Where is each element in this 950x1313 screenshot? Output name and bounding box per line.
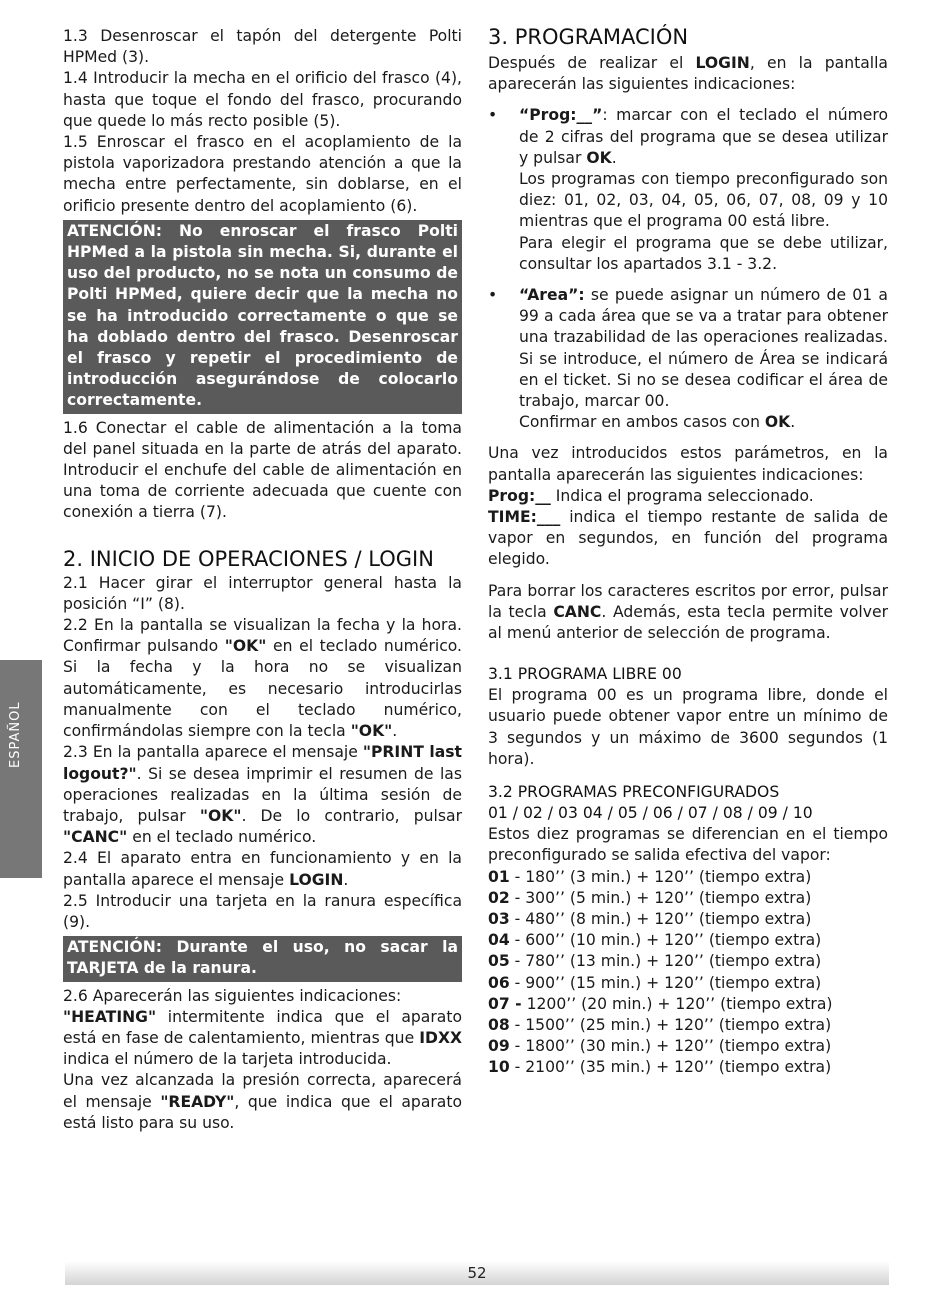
program-number: 10 <box>488 1058 510 1077</box>
program-number: 08 <box>488 1015 510 1034</box>
right-column <box>488 26 888 1079</box>
program-duration: - 900’’ (15 min.) + 120’’ (tiempo extra) <box>509 973 822 992</box>
canc-description: Para borrar los caracteres escritos por error, pulsar la tecla CANC. Además, esta tecla permite volver al menú anterior de selección de programa. <box>488 581 888 643</box>
page-footer <box>65 1261 889 1285</box>
program-item <box>488 867 888 888</box>
program-duration: - 1800’’ (30 min.) + 120’’ (tiempo extra) <box>509 1037 832 1056</box>
program-duration: - 300’’ (5 min.) + 120’’ (tiempo extra) <box>509 888 812 907</box>
program-number: 02 <box>488 888 510 907</box>
heating-description: "HEATING" intermitente indica que el aparato está en fase de calentamiento, mientras que IDXX indica el número de la tarjeta introducida. <box>63 1007 462 1069</box>
section-3-2-text: Estos diez programas se diferencian en el tiempo preconfigurado se salida efectiva del vapor: <box>488 825 888 865</box>
language-tab-label: ESPAÑOL <box>8 701 23 768</box>
program-item <box>488 994 888 1015</box>
program-item <box>488 930 888 951</box>
program-number: 06 <box>488 973 510 992</box>
program-item <box>488 973 888 994</box>
step-1-3: 1.3 Desenroscar el tapón del detergente Polti HPMed (3). <box>63 27 462 67</box>
bullet-area: • “Area”: se puede asignar un número de 01 a 99 a cada área que se va a tratar para obtener una trazabilidad de las operaciones realizadas. Si se introduce, el número de Área se indicará en el ticket. Si no se desea codificar el área de trabajo, marcar 00. Confirmar en ambos casos con OK. <box>488 286 888 432</box>
parameters-intro: Una vez introducidos estos parámetros, en la pantalla aparecerán las siguientes indicaciones: <box>488 444 888 484</box>
section-3-heading: 3. PROGRAMACIÓN <box>488 25 689 49</box>
warning-box-wick: ATENCIÓN: No enroscar el frasco Polti HPMed a la pistola sin mecha. Si, durante el uso del producto, no se nota un consumo de Polti HPMed, quiere decir que la mecha no se ha introducido correctamente o que se ha doblado dentro del frasco. Desenroscar el frasco y repetir el procedimiento de introducción asegurándose de colocarlo correctamente. <box>63 220 462 414</box>
program-number: 05 <box>488 952 510 971</box>
bullet-prog: • “Prog:__”: marcar con el teclado el número de 2 cifras del programa que se desea utilizar y pulsar OK. Los programas con tiempo preconfigurado son diez: 01, 02, 03, 04, 05, 06, 07, 08, 09 y 10 mientras que el programa 00 está libre. Para elegir el programa que se debe utilizar, consultar los apartados 3.1 - 3.2. <box>488 106 888 273</box>
programming-intro: Después de realizar el LOGIN, en la pantalla aparecerán las siguientes indicaciones: <box>488 54 888 94</box>
program-number: 09 <box>488 1037 510 1056</box>
program-duration: - 780’’ (13 min.) + 120’’ (tiempo extra) <box>509 952 822 971</box>
step-1-4: 1.4 Introducir la mecha en el orificio del frasco (4), hasta que toque el fondo del frasco, procurando que quede lo más recto posible (5). <box>63 69 462 130</box>
prog-indicator: Prog:__ Indica el programa seleccionado. <box>488 486 814 505</box>
program-item <box>488 951 888 972</box>
program-duration: - 1500’’ (25 min.) + 120’’ (tiempo extra) <box>509 1015 832 1034</box>
bullet-dot: • <box>488 106 498 125</box>
step-2-1: 2.1 Hacer girar el interruptor general hasta la posición “I” (8). <box>63 573 462 613</box>
step-2-3: 2.3 En la pantalla aparece el mensaje "PRINT last logout?". Si se desea imprimir el resumen de las operaciones realizadas en la última sesión de trabajo, pulsar "OK". De lo contrario, pulsar "CANC" en el teclado numérico. <box>63 743 462 847</box>
program-item <box>488 888 888 909</box>
program-duration: - 2100’’ (35 min.) + 120’’ (tiempo extra) <box>509 1058 832 1077</box>
time-indicator: TIME:___ indica el tiempo restante de salida de vapor en segundos, en función del programa elegido. <box>488 508 888 569</box>
program-item <box>488 1057 888 1078</box>
program-number: 07 - <box>488 994 522 1013</box>
section-3-2-subheading: 01 / 02 / 03 04 / 05 / 06 / 07 / 08 / 09 / 10 <box>488 804 813 823</box>
program-item <box>488 1015 888 1036</box>
program-number: 01 <box>488 867 510 886</box>
program-duration: - 480’’ (8 min.) + 120’’ (tiempo extra) <box>509 909 812 928</box>
section-3-2-heading: 3.2 PROGRAMAS PRECONFIGURADOS <box>488 783 780 802</box>
program-duration: 1200’’ (20 min.) + 120’’ (tiempo extra) <box>521 994 833 1013</box>
step-1-5: 1.5 Enroscar el frasco en el acoplamiento de la pistola vaporizadora prestando atención a que la mecha entre perfectamente, sin doblarse, en el orificio presente dentro del acoplamiento (6). <box>63 133 462 215</box>
language-tab <box>0 660 42 878</box>
program-duration: - 600’’ (10 min.) + 120’’ (tiempo extra) <box>509 931 822 950</box>
section-2-heading: 2. INICIO DE OPERACIONES / LOGIN <box>63 546 434 571</box>
program-list <box>488 867 888 1079</box>
section-3-1-text: El programa 00 es un programa libre, donde el usuario puede obtener vapor entre un mínimo de 3 segundos y un máximo de 3600 segundos (1 hora). <box>488 686 888 768</box>
bullet-dot: • <box>488 286 498 305</box>
step-1-6: 1.6 Conectar el cable de alimentación a la toma del panel situada en la parte de atrás del aparato. Introducir el enchufe del cable de alimentación en una toma de corriente adecuada que cuente con conexión a tierra (7). <box>63 418 462 522</box>
program-number: 04 <box>488 931 510 950</box>
ready-description: Una vez alcanzada la presión correcta, aparecerá el mensaje "READY", que indica que el aparato está listo para su uso. <box>63 1071 462 1132</box>
program-item <box>488 909 888 930</box>
warning-box-card: ATENCIÓN: Durante el uso, no sacar la TARJETA de la ranura. <box>63 936 462 981</box>
program-duration: - 180’’ (3 min.) + 120’’ (tiempo extra) <box>509 867 812 886</box>
left-column <box>63 26 462 1134</box>
step-2-4: 2.4 El aparato entra en funcionamiento y en la pantalla aparece el mensaje LOGIN. <box>63 849 462 889</box>
program-number: 03 <box>488 909 510 928</box>
program-item <box>488 1036 888 1057</box>
step-2-6: 2.6 Aparecerán las siguientes indicaciones: <box>63 986 402 1005</box>
section-3-1-heading: 3.1 PROGRAMA LIBRE 00 <box>488 665 682 684</box>
step-2-5: 2.5 Introducir una tarjeta en la ranura específica (9). <box>63 891 462 931</box>
page-number: 52 <box>467 1264 487 1282</box>
step-2-2: 2.2 En la pantalla se visualizan la fecha y la hora. Confirmar pulsando "OK" en el teclado numérico. Si la fecha y la hora no se visualizan automáticamente, es necesario introducirlas manualmente con el teclado numérico, confirmándolas siempre con la tecla "OK". <box>63 616 462 741</box>
